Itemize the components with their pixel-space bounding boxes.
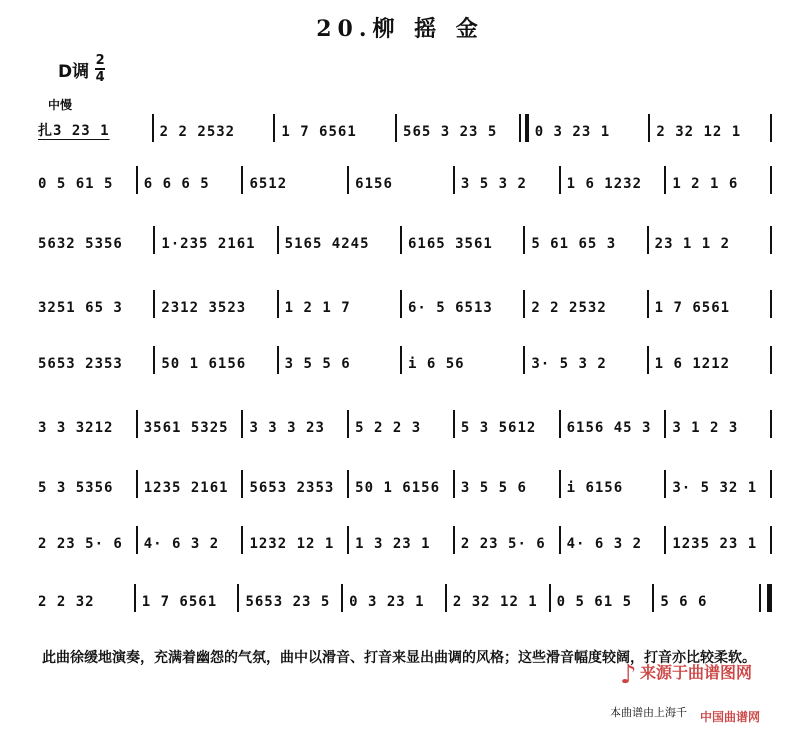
measure: 50 1 6156 [355,480,441,496]
barline [770,526,772,554]
measure: i 6 56 [407,356,465,372]
measure: 3· 5 3 2 [531,356,607,372]
measure: 0 3 23 1 [349,594,425,610]
measure: 1 6 1212 [654,356,731,372]
measure: 3 3 3 23 [249,420,325,436]
measure: 2 2 2532 [531,300,607,316]
measure: 4· 6 3 2 [566,536,643,552]
measure: 2 23 5· 6 [38,536,123,552]
measure: 4· 6 3 2 [143,536,220,552]
measure: 5653 2353 [38,356,123,372]
measure: 50 1 6156 [161,356,247,372]
measure: 3 5 3 2 [460,176,527,192]
barline [519,114,529,142]
measure: 3 5 5 6 [284,356,351,372]
watermark-logo-icon: ♪ [620,660,637,690]
tempo-marking: 中慢 [48,98,73,112]
measure: 5 2 2 3 [355,420,422,436]
measure: 3 1 2 3 [672,420,739,436]
measure: 1 2 1 6 [672,176,739,192]
barline [770,410,772,438]
measure: 6· 5 6513 [407,300,493,316]
measure: i 6156 [566,480,624,496]
time-signature-top: 2 [95,53,105,68]
measure: 1·235 2161 [161,236,256,252]
measure: 0 3 23 1 [534,124,611,140]
measure: 1235 23 1 [672,536,758,552]
measure: 3251 65 3 [38,300,123,316]
barline [770,470,772,498]
score-row [32,408,772,438]
score-row [32,582,772,612]
score-row [32,112,772,142]
measure: 1 7 6561 [281,124,357,140]
measure: 5 3 5356 [38,480,114,496]
measure: 2 2 2532 [159,124,236,140]
measure: 5653 23 5 [245,594,331,610]
measure: 扎3 23 1 [38,123,110,139]
measure: 6165 3561 [407,236,493,252]
score-row [32,524,772,554]
measure: 6156 45 3 [566,420,652,436]
score-row [32,224,772,254]
time-signature [95,54,105,84]
measure: 5 3 5612 [460,420,537,436]
score-row [32,468,772,498]
measure: 565 3 23 5 [403,124,498,140]
measure: 1 7 6561 [141,594,218,610]
piece-title: 20.柳 摇 金 [316,16,484,42]
measure: 5 6 6 [660,594,708,610]
measure: 1 3 23 1 [355,536,431,552]
measure: 5653 2353 [249,480,335,496]
measure: 5165 4245 [284,236,370,252]
measure: 6512 [249,176,288,192]
measure: 1235 2161 [143,480,229,496]
barline [770,114,772,142]
measure: 6 6 6 5 [143,176,210,192]
measure: 3 3 3212 [38,420,114,436]
measure: 2 23 5· 6 [460,536,546,552]
measure: 23 1 1 2 [654,236,731,252]
measure: 2 2 32 [38,594,95,610]
watermark: 来源于曲谱图网 [640,663,753,682]
measure: 5 61 65 3 [531,236,617,252]
key-label: D调 [58,61,90,82]
measure: 3 5 5 6 [460,480,527,496]
score-row [32,164,772,194]
measure: 1232 12 1 [249,536,335,552]
barline [770,346,772,374]
score-row [32,288,772,318]
score-row [32,344,772,374]
measure: 6156 [355,176,393,192]
measure: 1 6 1232 [566,176,643,192]
measure: 2312 3523 [161,300,247,316]
measure: 0 5 61 5 [556,594,633,610]
key-signature [58,54,105,84]
measure: 0 5 61 5 [38,176,114,192]
measure: 3· 5 32 1 [672,480,758,496]
measure: 2 32 12 1 [452,594,538,610]
barline [770,290,772,318]
barline [770,166,772,194]
measure: 1 2 1 7 [284,300,351,316]
performance-notes: 此曲徐缓地演奏，充满着幽怨的气氛，曲中以滑音、打音来显出曲调的风格；这些滑音幅度较阔，打音亦比较柔软。 [42,650,756,666]
measure: 2 32 12 1 [656,124,742,140]
measure: 1 7 6561 [654,300,731,316]
measure: 5632 5356 [38,236,123,252]
barline [759,584,772,612]
source-footer: 本曲谱由上海千 [610,706,687,719]
watermark-secondary: 中国曲谱网 [700,710,761,724]
barline [770,226,772,254]
measure: 3561 5325 [143,420,229,436]
time-signature-bottom: 4 [95,70,105,85]
